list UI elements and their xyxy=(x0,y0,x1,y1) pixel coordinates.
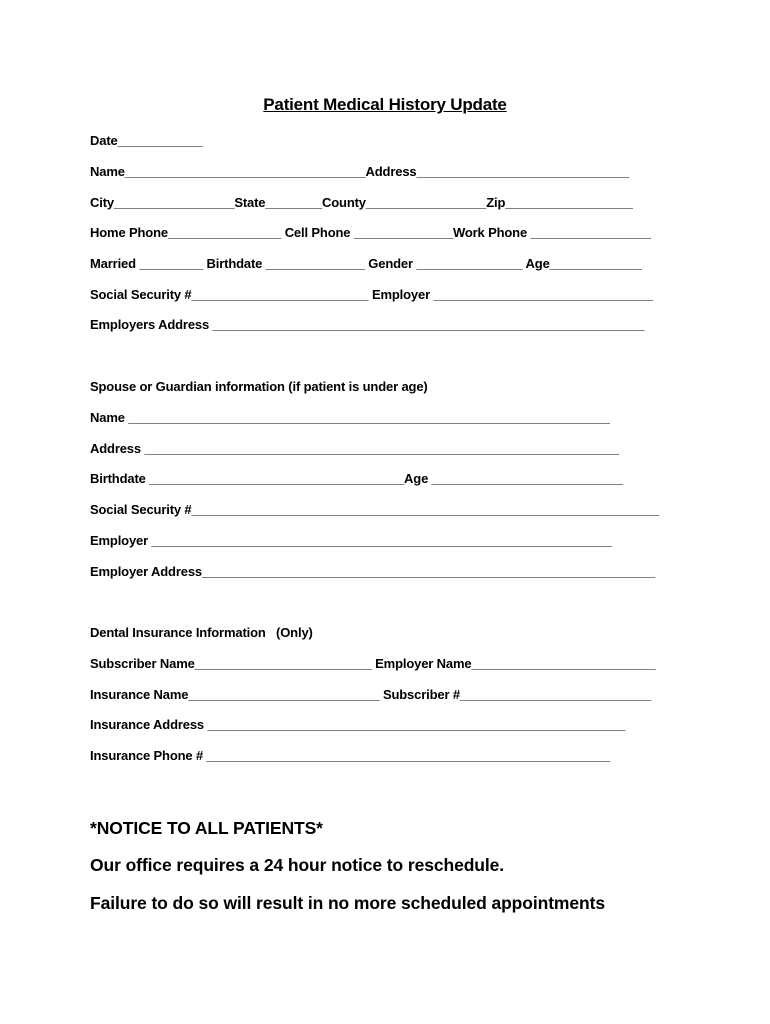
spouse-guardian-heading: Spouse or Guardian information (if patient is under age) xyxy=(90,379,428,394)
notice-heading: *NOTICE TO ALL PATIENTS* xyxy=(90,818,323,838)
insurance-address-row: Insurance Address ___________________________________________________________ xyxy=(90,717,626,732)
guardian-birthdate-age-row: Birthdate ____________________________________Age ___________________________ xyxy=(90,471,623,486)
guardian-employer-row: Employer _________________________________________________________________ xyxy=(90,533,612,548)
phones-row: Home Phone________________ Cell Phone ______________Work Phone _________________ xyxy=(90,225,651,240)
guardian-employer-address-row: Employer Address________________________________________________________________ xyxy=(90,564,656,579)
notice-failure-line: Failure to do so will result in no more scheduled appointments xyxy=(90,893,605,913)
notice-reschedule-line: Our office requires a 24 hour notice to reschedule. xyxy=(90,855,505,875)
dental-insurance-heading: Dental Insurance Information (Only) xyxy=(90,625,313,640)
guardian-address-row: Address ___________________________________________________________________ xyxy=(90,441,619,456)
city-state-county-zip-row: City_________________State________County_________________Zip__________________ xyxy=(90,195,633,210)
guardian-name-row: Name ____________________________________________________________________ xyxy=(90,410,610,425)
insurance-name-subscriber-row: Insurance Name___________________________ Subscriber #___________________________ xyxy=(90,687,652,702)
form-title: Patient Medical History Update xyxy=(263,95,507,114)
employers-address-row: Employers Address _____________________________________________________________ xyxy=(90,317,645,332)
date-field-row: Date____________ xyxy=(90,133,203,148)
married-birthdate-gender-age-row: Married _________ Birthdate ______________ Gender _______________ Age_____________ xyxy=(90,256,642,271)
name-address-row: Name__________________________________Address______________________________ xyxy=(90,164,629,179)
insurance-phone-row: Insurance Phone # _________________________________________________________ xyxy=(90,748,611,763)
guardian-ssn-row: Social Security #__________________________________________________________________ xyxy=(90,502,659,517)
ssn-employer-row: Social Security #_________________________ Employer _______________________________ xyxy=(90,287,653,302)
subscriber-employer-name-row: Subscriber Name_________________________ Employer Name__________________________ xyxy=(90,656,656,671)
